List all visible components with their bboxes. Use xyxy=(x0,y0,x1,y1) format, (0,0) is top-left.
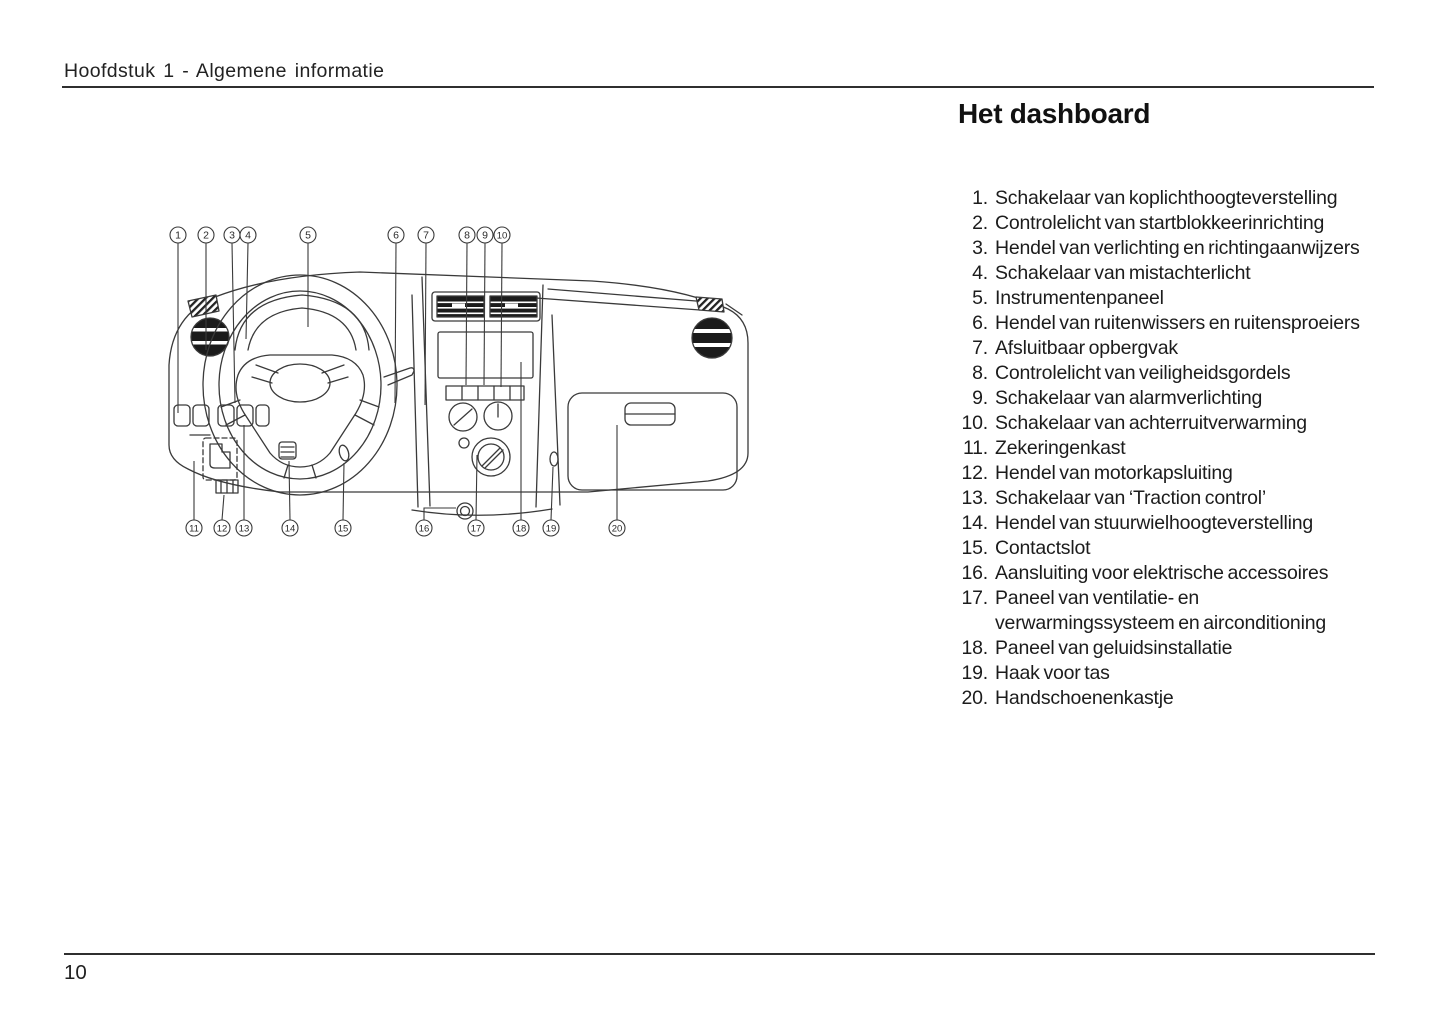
callout-10 xyxy=(494,227,510,243)
legend-item-label: Hendel van motorkapsluiting xyxy=(995,462,1233,484)
callout-17 xyxy=(468,520,484,536)
callout-leader-line xyxy=(551,467,553,520)
legend-item-label: Contactslot xyxy=(995,537,1091,559)
callout-leader-line xyxy=(232,243,235,403)
legend-item xyxy=(952,211,1442,236)
svg-text:19: 19 xyxy=(545,523,557,535)
legend-item-number: 16. xyxy=(961,562,988,584)
footer-rule xyxy=(64,953,1375,955)
legend-item xyxy=(952,236,1442,261)
legend-item xyxy=(952,186,1442,211)
callout-leader-line xyxy=(484,243,485,385)
svg-text:4: 4 xyxy=(245,229,251,242)
callout-14 xyxy=(282,520,298,536)
svg-text:15: 15 xyxy=(337,523,349,535)
legend-list xyxy=(952,186,1442,711)
callout-2 xyxy=(198,227,214,243)
callout-19 xyxy=(543,520,559,536)
svg-text:3: 3 xyxy=(229,229,235,242)
legend-item-number: 3. xyxy=(972,237,988,259)
callout-11 xyxy=(186,520,202,536)
legend-item xyxy=(952,511,1442,536)
legend-item-label: Haak voor tas xyxy=(995,662,1110,684)
callout-9 xyxy=(477,227,493,243)
legend-item-label: Afsluitbaar opbergvak xyxy=(995,337,1178,359)
legend-item xyxy=(952,361,1442,386)
callout-leader-line xyxy=(343,463,344,520)
legend-item-label: Hendel van verlichting en richtingaanwijzers xyxy=(995,237,1360,259)
legend-item-number: 6. xyxy=(972,312,988,334)
callout-leader-line xyxy=(289,461,290,520)
legend-item-label: Schakelaar van ‘Traction control’ xyxy=(995,487,1267,509)
legend-item-label: Schakelaar van mistachterlicht xyxy=(995,262,1251,284)
legend-item-label: Schakelaar van koplichthoogteverstelling xyxy=(995,187,1338,209)
legend-item-number: 14. xyxy=(961,512,988,534)
callout-4 xyxy=(240,227,256,243)
legend-item xyxy=(952,661,1442,686)
callout-16 xyxy=(416,520,432,536)
legend-item xyxy=(952,636,1442,661)
legend-item-number: 1. xyxy=(972,187,988,209)
legend-item-label: Hendel van ruitenwissers en ruitensproeiers xyxy=(995,312,1360,334)
legend-item-label: Zekeringenkast xyxy=(995,437,1126,459)
svg-text:9: 9 xyxy=(482,229,488,242)
callout-1 xyxy=(170,227,186,243)
callout-leader-line xyxy=(222,495,224,520)
legend-item-number: 19. xyxy=(961,662,988,684)
svg-text:17: 17 xyxy=(470,523,482,535)
legend-item-number: 20. xyxy=(961,687,988,709)
legend-item xyxy=(952,536,1442,561)
page-title: Het dashboard xyxy=(958,98,1151,129)
legend-item xyxy=(952,561,1442,586)
callout-leader-line xyxy=(395,243,396,403)
svg-text:10: 10 xyxy=(496,230,508,242)
svg-text:8: 8 xyxy=(464,229,470,242)
legend-item-number: 7. xyxy=(972,337,988,359)
page-number: 10 xyxy=(64,961,87,984)
dashboard-diagram xyxy=(160,215,785,545)
legend-item-number: 11. xyxy=(962,437,988,459)
legend-item xyxy=(952,461,1442,486)
callout-8 xyxy=(459,227,475,243)
legend-item xyxy=(952,311,1442,336)
svg-text:11: 11 xyxy=(189,523,199,535)
callout-13 xyxy=(236,520,252,536)
callout-18 xyxy=(513,520,529,536)
legend-item-label: Controlelicht van veiligheidsgordels xyxy=(995,362,1291,384)
legend-item-label: Controlelicht van startblokkeerinrichting xyxy=(995,212,1325,234)
legend-item-label: Schakelaar van achterruitverwarming xyxy=(995,412,1307,434)
legend-item-number: 2. xyxy=(972,212,988,234)
svg-text:20: 20 xyxy=(611,523,623,535)
svg-text:13: 13 xyxy=(238,523,250,535)
legend-item-number: 18. xyxy=(961,637,988,659)
legend-item xyxy=(952,686,1442,711)
legend-item xyxy=(952,286,1442,311)
legend-item-label: Instrumentenpaneel xyxy=(995,287,1164,309)
legend-item-number: 8. xyxy=(972,362,988,384)
svg-text:1: 1 xyxy=(175,229,181,242)
callout-5 xyxy=(300,227,316,243)
legend-item-number: 10. xyxy=(961,412,988,434)
legend-item-label: Paneel van ventilatie- en verwarmingssysteem en airconditioning xyxy=(995,587,1327,634)
svg-text:12: 12 xyxy=(216,523,228,535)
svg-text:5: 5 xyxy=(305,229,311,242)
legend-item xyxy=(952,486,1442,511)
legend-item-number: 5. xyxy=(972,287,988,309)
legend-item-number: 9. xyxy=(972,387,988,409)
callout-leader-line xyxy=(476,455,477,520)
callout-20 xyxy=(609,520,625,536)
svg-text:16: 16 xyxy=(418,523,430,535)
svg-text:6: 6 xyxy=(393,229,399,242)
header-rule xyxy=(62,86,1374,88)
legend-item-number: 13. xyxy=(961,487,988,509)
legend-item xyxy=(952,261,1442,286)
svg-text:18: 18 xyxy=(515,523,527,535)
legend-item xyxy=(952,411,1442,436)
svg-text:7: 7 xyxy=(423,229,429,242)
legend-item xyxy=(952,386,1442,411)
svg-text:2: 2 xyxy=(203,229,209,242)
legend-item-number: 4. xyxy=(972,262,988,284)
callout-12 xyxy=(214,520,230,536)
callout-leader-line xyxy=(246,243,248,339)
chapter-heading: Hoofdstuk 1 - Algemene informatie xyxy=(64,60,385,82)
legend-item-label: Schakelaar van alarmverlichting xyxy=(995,387,1263,409)
callout-15 xyxy=(335,520,351,536)
callout-6 xyxy=(388,227,404,243)
callout-7 xyxy=(418,227,434,243)
callout-3 xyxy=(224,227,240,243)
svg-text:14: 14 xyxy=(284,523,296,535)
legend-item xyxy=(952,336,1442,361)
legend-item-label: Aansluiting voor elektrische accessoires xyxy=(995,562,1329,584)
legend-item-label: Paneel van geluidsinstallatie xyxy=(995,637,1233,659)
legend-item-label: Hendel van stuurwielhoogteverstelling xyxy=(995,512,1314,534)
legend-item-number: 12. xyxy=(961,462,988,484)
callout-leader-line xyxy=(501,243,502,387)
legend-item-label: Handschoenenkastje xyxy=(995,687,1174,709)
legend-item-number: 17. xyxy=(961,587,988,609)
callout-leader-line xyxy=(466,243,467,385)
dashboard-art xyxy=(169,272,748,519)
legend-item xyxy=(952,586,1442,636)
legend-item xyxy=(952,436,1442,461)
legend-item-number: 15. xyxy=(961,537,988,559)
